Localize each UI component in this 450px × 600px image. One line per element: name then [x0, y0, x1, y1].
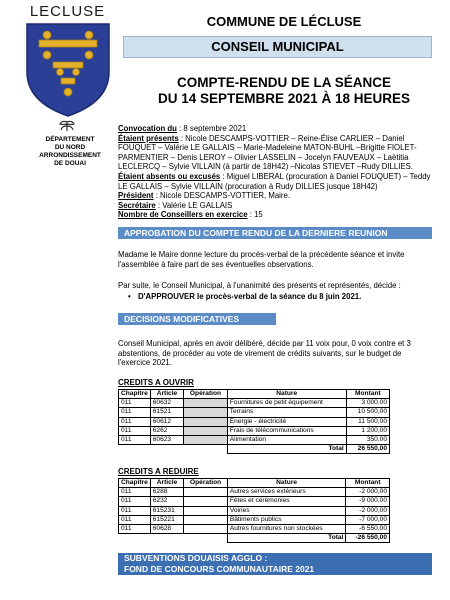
- table-header-row: [119, 390, 390, 399]
- presents-value: : Nicole DESCAMPS-VOTTIER – Reine-Élise CARLIER – Daniel FOUQUET – Valérie LE GALLAIS – Marie-Madeleine MATON-BUHL –Brigitte FIOLET-PARMENTIER – Denis LEROY – Olivier LASSELIN – Jocelyn FAUVEAUX – Laëtitia LECLERCQ – Sylvie VILLAIN (à partir de 18H42) –Nicolas STIEVET –Rudy DILLIES.: [118, 133, 417, 172]
- credits-ouvrir-title: CREDITS A OUVRIR: [118, 378, 194, 387]
- conseil-heading: CONSEIL MUNICIPAL: [123, 36, 432, 58]
- cell-article: 60628: [150, 524, 184, 533]
- bullet-icon: •: [128, 292, 131, 301]
- subventions-line1: SUBVENTIONS DOUAISIS AGGLO :: [124, 553, 268, 563]
- table-row: [119, 435, 390, 444]
- cell-operation: [184, 515, 227, 524]
- presents-label: Étaient présents: [118, 133, 179, 143]
- table-row: [119, 488, 390, 497]
- cell-chapitre: 011: [119, 524, 151, 533]
- cell-article: 615221: [150, 515, 184, 524]
- cell-article: 61521: [150, 408, 183, 417]
- col-article: Article: [150, 479, 184, 488]
- cell-montant: 350,00: [346, 435, 389, 444]
- report-title-line2: DU 14 SEPTEMBRE 2021 À 18 HEURES: [157, 91, 411, 106]
- commune-title: COMMUNE DE LÉCLUSE: [206, 14, 362, 29]
- coat-of-arms-icon: [25, 22, 111, 118]
- col-montant: Montant: [346, 479, 390, 488]
- cell-chapitre: 011: [119, 515, 151, 524]
- cell-montant: -6 550,00: [346, 524, 390, 533]
- table-row: [119, 399, 390, 408]
- cell-nature: Fêtes et cérémonies: [227, 497, 346, 506]
- approbation-paragraph: Madame le Maire donne lecture du procès-verbal de la précédente séance et invite l'assemblée à faire part de ses éventuelles observations.: [118, 250, 405, 269]
- cell-chapitre: 011: [119, 417, 151, 426]
- cell-montant: -7 000,00: [346, 515, 390, 524]
- col-nature: Nature: [227, 390, 346, 399]
- cell-article: 60612: [150, 417, 183, 426]
- cell-montant: -2 000,00: [346, 488, 390, 497]
- total-label: Total: [227, 534, 346, 543]
- table-header-row: [119, 479, 390, 488]
- ornament-icon: [57, 118, 77, 132]
- table-row: [119, 515, 390, 524]
- section-bar-approbation: APPROBATION DU COMPTE RENDU DE LA DERNIERE REUNION: [118, 227, 432, 239]
- total-row: [119, 445, 390, 454]
- cell-article: 6262: [150, 426, 183, 435]
- cell-nature: Alimentation: [227, 435, 346, 444]
- col-operation: Opération: [184, 479, 227, 488]
- cell-nature: Autres services extérieurs: [227, 488, 346, 497]
- cell-chapitre: 011: [119, 506, 151, 515]
- table-row: [119, 417, 390, 426]
- cell-chapitre: 011: [119, 399, 151, 408]
- report-title: [118, 75, 450, 107]
- decisions-paragraph: Conseil Municipal, après en avoir délibéré, décide par 11 voix pour, 0 voix contre et 3 abstentions, de procéder au vote de virement de crédits suivants, sur le budget de l'exercice 2021.: [118, 339, 411, 368]
- cell-chapitre: 011: [119, 435, 151, 444]
- section-bar-subventions: [118, 553, 432, 575]
- cell-nature: Bâtiments publics: [227, 515, 346, 524]
- cell-montant: 11 500,00: [346, 417, 389, 426]
- total-row: [119, 534, 390, 543]
- cell-operation: [184, 497, 227, 506]
- cell-chapitre: 011: [119, 408, 151, 417]
- table-row: [119, 506, 390, 515]
- credits-reduire-table: [118, 478, 390, 543]
- decision-bullet: [128, 292, 434, 302]
- dept-line: DU NORD: [54, 144, 86, 151]
- cell-chapitre: 011: [119, 488, 151, 497]
- cell-operation: [184, 399, 228, 408]
- absents-label: Étaient absents ou excusés: [118, 171, 221, 181]
- convocation-value: : 8 septembre 2021: [176, 124, 247, 133]
- section-bar-decisions: DECISIONS MODIFICATIVES: [118, 313, 276, 325]
- secretaire-value: : Valérie LE GALLAIS: [155, 200, 233, 210]
- cell-montant: 3 000,00: [346, 399, 389, 408]
- decision-bullet-text: D'APPROUVER le procès-verbal de la séance du 8 juin 2021.: [138, 292, 362, 301]
- secretaire-label: Secrétaire: [118, 200, 156, 210]
- total-value: 26 550,00: [346, 445, 389, 454]
- col-montant: Montant: [346, 390, 389, 399]
- cell-nature: Autres fournitures non stockées: [227, 524, 346, 533]
- cell-article: 6288: [150, 488, 184, 497]
- cell-nature: Énergie - électricité: [227, 417, 346, 426]
- credits-ouvrir-table: [118, 389, 390, 454]
- cell-operation: [184, 435, 228, 444]
- cell-nature: Frais de télécommunications: [227, 426, 346, 435]
- col-chapitre: Chapitre: [119, 390, 151, 399]
- cell-nature: Terrains: [227, 408, 346, 417]
- table-row: [119, 408, 390, 417]
- credits-reduire-title: CREDITS A REDUIRE: [118, 467, 199, 476]
- total-value: -26 550,00: [346, 534, 390, 543]
- cell-chapitre: 011: [119, 426, 151, 435]
- dept-line: ARRONDISSEMENT: [39, 152, 101, 159]
- cell-montant: -2 000,00: [346, 506, 390, 515]
- cell-article: 6232: [150, 497, 184, 506]
- cell-operation: [184, 417, 228, 426]
- table-row: [119, 497, 390, 506]
- cell-montant: 10 500,00: [346, 408, 389, 417]
- president-value: : Nicole DESCAMPS-VOTTIER, Maire.: [153, 191, 291, 201]
- cell-article: 615231: [150, 506, 184, 515]
- cell-nature: Voiries: [227, 506, 346, 515]
- total-label: Total: [227, 445, 346, 454]
- report-title-line1: COMPTE-RENDU DE LA SÉANCE: [176, 75, 391, 90]
- nombre-label: Nombre de Conseillers en exercice: [118, 210, 248, 220]
- subventions-line2: FOND DE CONCOURS COMMUNAUTAIRE 2021: [124, 564, 315, 574]
- cell-nature: Fournitures de petit équipement: [227, 399, 346, 408]
- cell-operation: [184, 524, 227, 533]
- cell-article: 60623: [150, 435, 183, 444]
- col-operation: Opération: [184, 390, 228, 399]
- cell-chapitre: 011: [119, 497, 151, 506]
- president-label: Président: [118, 191, 154, 201]
- cell-operation: [184, 426, 228, 435]
- cell-montant: -9 000,00: [346, 497, 390, 506]
- nombre-value: : 15: [247, 210, 263, 220]
- cell-montant: 1 200,00: [346, 426, 389, 435]
- crest-title: LECLUSE: [29, 3, 106, 20]
- cell-operation: [184, 408, 228, 417]
- col-article: Article: [150, 390, 183, 399]
- decision-paragraph: Par suite, le Conseil Municipal, à l'unanimité des présents et représentés, décide :: [118, 281, 401, 290]
- absents-value: : Miguel LIBERAL (procuration à Daniel FOUQUET) – Teddy LE GALLAIS – Sylvie VILLAIN (procuration à Rudy DILLIES jusque 18H42): [118, 171, 431, 191]
- convocation-label: Convocation du: [118, 124, 177, 133]
- dept-line: DE DOUAI: [54, 160, 86, 167]
- table-row: [119, 426, 390, 435]
- table-row: [119, 524, 390, 533]
- cell-article: 60632: [150, 399, 183, 408]
- department-block: [25, 136, 115, 168]
- cell-operation: [184, 488, 227, 497]
- cell-operation: [184, 506, 227, 515]
- col-nature: Nature: [227, 479, 346, 488]
- dept-line: DÉPARTEMENT: [45, 136, 95, 143]
- meeting-info: [118, 124, 436, 220]
- col-chapitre: Chapitre: [119, 479, 151, 488]
